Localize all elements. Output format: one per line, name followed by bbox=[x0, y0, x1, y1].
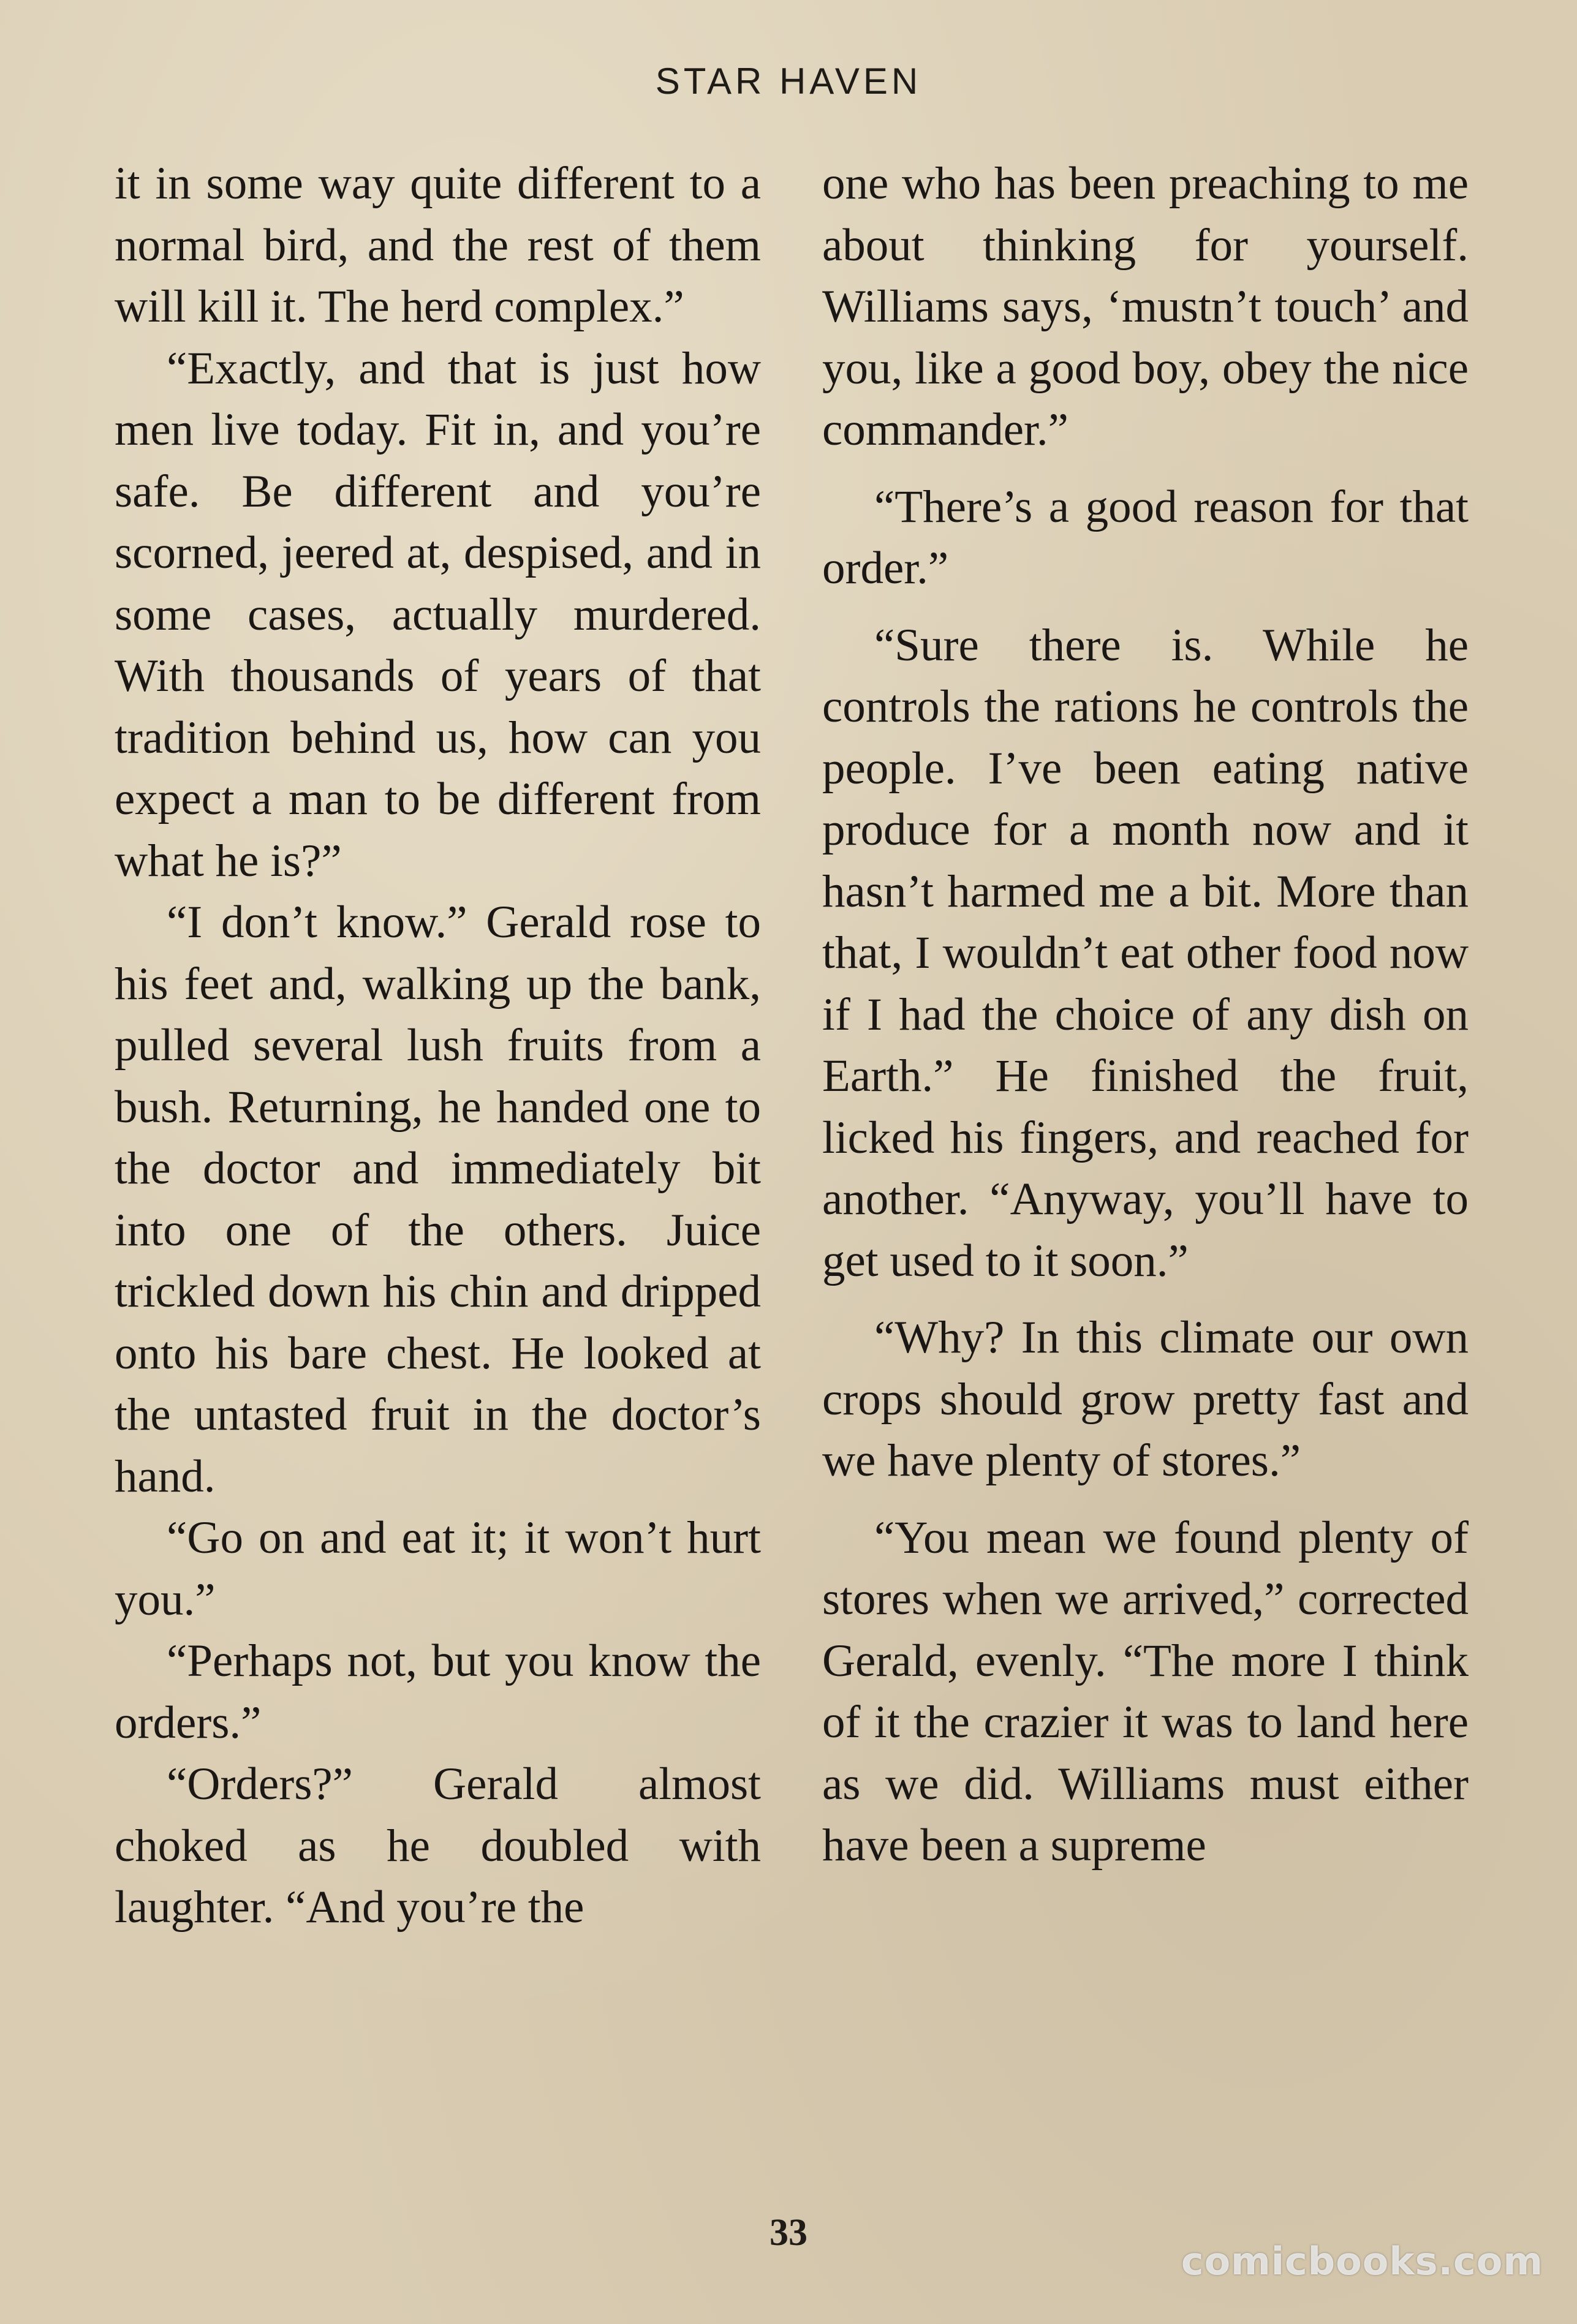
paragraph: “I don’t know.” Gerald rose to his feet and, walking up the bank, pulled several lush fruits from a bush. Returning, he handed one to the doctor and immediately bit into one of the others. Juice trickled down his chin and dripped onto his bare chest. He looked at the untasted fruit in the doctor’s hand. bbox=[115, 897, 761, 1502]
page-number: 33 bbox=[770, 2212, 807, 2254]
right-column bbox=[822, 153, 1469, 1877]
paragraph: “Sure there is. While he controls the rations he controls the people. I’ve been eating native produce for a month now and it hasn’t harmed me a bit. More than that, I wouldn’t eat other food now if I had the choice of any dish on Earth.” He finished the fruit, licked his fingers, and reached for another. “Anyway, you’ll have to get used to it soon.” bbox=[822, 619, 1469, 1286]
running-head: STAR HAVEN bbox=[655, 61, 922, 102]
paragraph: “There’s a good reason for that order.” bbox=[822, 481, 1469, 594]
left-column bbox=[115, 153, 761, 1939]
paragraph: “Perhaps not, but you know the orders.” bbox=[115, 1635, 761, 1748]
paragraph: “Go on and eat it; it won’t hurt you.” bbox=[115, 1512, 761, 1625]
watermark-logo: comicbooks.com bbox=[1181, 2239, 1543, 2284]
paragraph: “Orders?” Gerald almost choked as he doubled with laughter. “And you’re the bbox=[115, 1759, 761, 1933]
paragraph: “You mean we found plenty of stores when we arrived,” corrected Gerald, evenly. “The more I think of it the crazier it was to land here as we did. Williams must either have been a supreme bbox=[822, 1512, 1469, 1871]
paragraph: it in some way quite different to a normal bird, and the rest of them will kill it. The herd complex.” bbox=[115, 158, 761, 332]
paragraph: “Exactly, and that is just how men live today. Fit in, and you’re safe. Be different and you’re scorned, jeered at, despised, and in some cases, actually murdered. With thousands of years of that tradition behind us, how can you expect a man to be different from what he is?” bbox=[115, 342, 761, 886]
paragraph: one who has been preaching to me about thinking for yourself. Williams says, ‘mustn’t touch’ and you, like a good boy, obey the nice commander.” bbox=[822, 158, 1469, 455]
paragraph: “Why? In this climate our own crops should grow pretty fast and we have plenty of stores.” bbox=[822, 1312, 1469, 1486]
